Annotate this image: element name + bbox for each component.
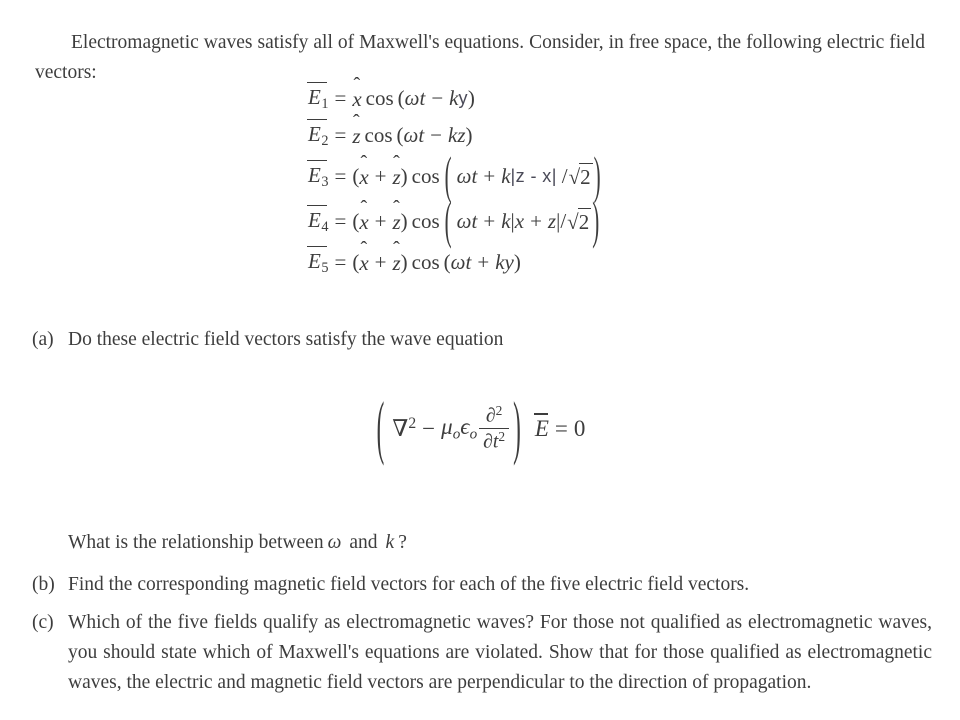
equals-sign: = xyxy=(554,415,568,441)
fraction-denominator: $\partial t^2$ xyxy=(479,428,509,453)
cos-operator: cos xyxy=(411,209,440,233)
big-left-paren: ( xyxy=(444,190,452,250)
second-time-derivative-fraction xyxy=(479,404,509,453)
cos-operator: cos xyxy=(364,123,393,147)
huge-right-paren: ) xyxy=(513,388,521,466)
time-symbol: t xyxy=(471,164,478,188)
left-paren: ( xyxy=(443,250,451,274)
part-c-text: Which of the five fields qualify as electromagnetic waves? For those not qualified as electromagnetic waves, you should state which of Maxwell's equations are violated. Show that for those qualified as electromagnetic waves, the electric and magnetic field vectors are perpendicular to the direction of propagation. xyxy=(68,612,932,693)
radical-sign: √ xyxy=(568,165,581,189)
part-a-text: Do these electric field vectors satisfy the wave equation xyxy=(68,329,504,350)
equation-E3-symbol: $E_3$ xyxy=(308,162,329,191)
left-paren: ( xyxy=(352,164,360,188)
problem-part-a xyxy=(32,325,922,355)
omega-symbol: ω xyxy=(456,164,472,188)
wavenumber-symbol: k xyxy=(495,250,505,274)
question-conjunction: and xyxy=(349,532,378,553)
fraction-numerator: ∂$^2$ xyxy=(485,403,503,427)
plus-sign: + xyxy=(477,250,490,274)
unit-vector-z: ˆ z xyxy=(392,208,400,235)
part-b-label: (b) xyxy=(32,574,55,595)
wave-equation xyxy=(0,388,960,466)
cos-operator: cos xyxy=(411,164,440,188)
big-left-paren: ( xyxy=(444,145,452,205)
time-symbol: t xyxy=(471,209,478,233)
wavenumber-symbol: k xyxy=(449,86,459,110)
time-symbol: t xyxy=(465,250,472,274)
equation-E2-symbol: $E_2$ xyxy=(308,121,329,150)
coordinate-x: x xyxy=(514,209,525,233)
question-mark: ? xyxy=(398,532,407,553)
nabla-squared: ∇$^2$ xyxy=(392,415,417,441)
equation-E1-symbol: $E_1$ xyxy=(308,84,329,113)
question-prefix: What is the relationship between xyxy=(68,532,324,553)
unit-vector-x: ˆ x xyxy=(359,208,368,235)
omega-symbol: ω xyxy=(403,123,419,147)
wavenumber-symbol: k xyxy=(385,532,395,553)
unit-vector-z: ˆ z xyxy=(392,249,400,276)
right-paren: ) xyxy=(400,250,408,274)
time-symbol: t xyxy=(419,86,426,110)
wavenumber-symbol: k xyxy=(501,209,511,233)
radicand: 2 xyxy=(580,165,591,189)
equation-E5-symbol: $E_5$ xyxy=(308,248,329,277)
plus-sign: + xyxy=(530,209,542,233)
time-symbol: t xyxy=(418,123,425,147)
right-paren: ) xyxy=(513,250,521,274)
zero-value: 0 xyxy=(573,415,586,441)
permeability-symbol: μo xyxy=(441,413,461,443)
wavenumber-symbol: k xyxy=(448,123,458,147)
coordinate-z: z xyxy=(457,123,466,147)
cos-operator: cos xyxy=(411,250,440,274)
part-c-label: (c) xyxy=(32,612,54,633)
intro-paragraph: Electromagnetic waves satisfy all of Maxwell's equations. Consider, in free space, the following electric field vectors: xyxy=(35,31,925,83)
minus-sign: − xyxy=(430,123,443,147)
big-right-paren: ) xyxy=(592,190,600,250)
coordinate-y: y xyxy=(504,250,514,274)
unit-vector-x: ˆ x xyxy=(352,85,361,112)
equals-sign: = xyxy=(334,164,347,188)
relationship-question-line xyxy=(68,528,768,558)
omega-symbol: ω xyxy=(450,250,466,274)
minus-sign: − xyxy=(422,415,436,441)
wavenumber-symbol: k xyxy=(501,164,511,188)
unit-vector-x: ˆ x xyxy=(359,163,368,190)
left-paren: ( xyxy=(352,250,360,274)
equals-sign: = xyxy=(334,250,347,274)
part-a-label: (a) xyxy=(32,329,54,350)
left-paren: ( xyxy=(397,86,405,110)
cos-operator: cos xyxy=(365,86,394,110)
omega-symbol: ω xyxy=(404,86,420,110)
coordinate-z: z xyxy=(547,209,557,233)
problem-part-b xyxy=(32,570,932,600)
edited-coordinate-y: y xyxy=(458,88,468,108)
right-paren: ) xyxy=(400,164,408,188)
abs-bar-right: | xyxy=(556,209,561,233)
unit-vector-x: ˆ x xyxy=(359,249,368,276)
square-root xyxy=(568,163,593,190)
radicand: 2 xyxy=(578,210,590,234)
part-b-text: Find the corresponding magnetic field vectors for each of the five electric field vectors. xyxy=(68,574,750,595)
division-slash: / xyxy=(561,164,568,188)
omega-symbol: ω xyxy=(327,532,342,553)
radical-sign: √ xyxy=(567,210,579,234)
plus-sign: + xyxy=(374,250,387,274)
minus-sign: − xyxy=(431,86,444,110)
omega-symbol: ω xyxy=(456,209,472,233)
equation-E3 xyxy=(308,145,602,205)
right-paren: ) xyxy=(467,86,475,110)
square-root xyxy=(566,208,591,235)
big-right-paren: ) xyxy=(593,145,601,205)
problem-part-c xyxy=(32,608,932,698)
division-slash: / xyxy=(560,209,567,233)
equation-E2 xyxy=(308,117,602,154)
left-paren: ( xyxy=(352,209,360,233)
equation-E4 xyxy=(308,190,602,250)
plus-sign: + xyxy=(483,164,496,188)
permittivity-symbol: ϵo xyxy=(460,413,478,443)
left-paren: ( xyxy=(396,123,404,147)
wave-equation-inner xyxy=(375,388,586,466)
huge-left-paren: ( xyxy=(376,388,385,466)
abs-bar-left: | xyxy=(510,209,515,233)
equation-E5 xyxy=(308,244,602,281)
plus-sign: + xyxy=(374,209,387,233)
unit-vector-z: ˆ z xyxy=(352,122,360,149)
right-paren: ) xyxy=(400,209,408,233)
field-vector-E: E xyxy=(534,416,549,442)
unit-vector-z: ˆ z xyxy=(392,163,400,190)
equals-sign: = xyxy=(334,123,347,147)
edited-expression-z-minus-x: |z - x| xyxy=(510,166,557,186)
plus-sign: + xyxy=(483,209,496,233)
plus-sign: + xyxy=(374,164,387,188)
electric-field-equation-list xyxy=(308,80,602,281)
right-paren: ) xyxy=(465,123,473,147)
equals-sign: = xyxy=(334,209,347,233)
equation-E4-symbol: $E_4$ xyxy=(308,207,329,236)
equals-sign: = xyxy=(334,86,347,110)
